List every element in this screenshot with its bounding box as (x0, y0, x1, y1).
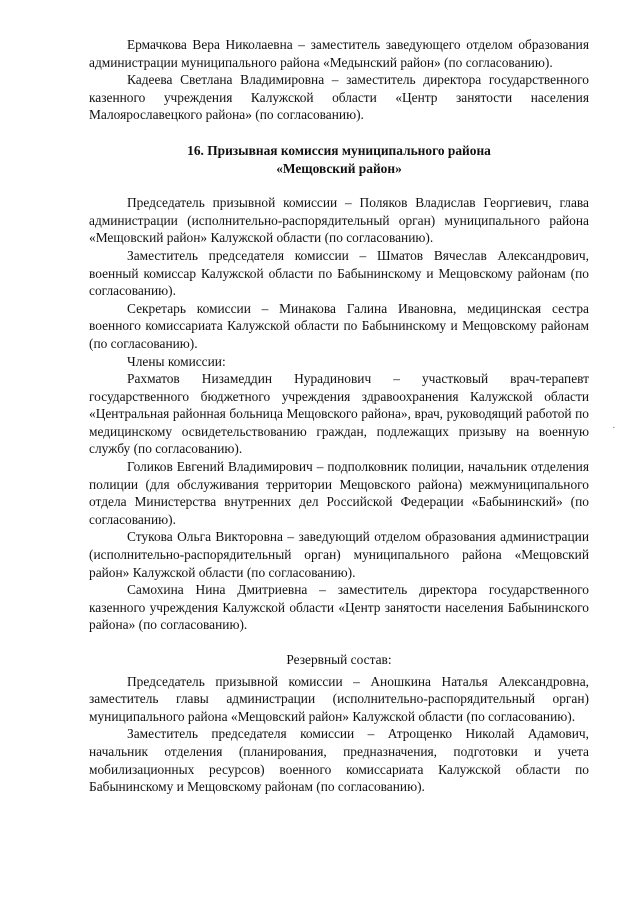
member-paragraph-yermachkova: Ермачкова Вера Николаевна – заместитель заведующего отделом образования администрации муниципального района «Медынский район» (по согласованию). (89, 37, 589, 70)
document-page (89, 36, 589, 796)
secretary-paragraph: Секретарь комиссии – Минакова Галина Ивановна, медицинская сестра военного комиссариата Калужской области по Бабынинскому и Мещовскому районам (по согласованию). (89, 300, 589, 351)
member-paragraph-kadeeva: Кадеева Светлана Владимировна – заместитель директора государственного казенного учреждения Калужской области «Центр занятости населения Малоярославецкого района» (по согласованию). (89, 72, 589, 123)
section-title-line-1: 16. Призывная комиссия муниципального района (187, 142, 491, 158)
spacer (89, 177, 589, 194)
member-paragraph-rakhmatov: Рахматов Низамеддин Нурадинович – участковый врач-терапевт государственного бюджетного учреждения здравоохранения Калужской области «Центральная районная больница Мещовского района», врач, руководящий работой по медицинскому освидетельствованию граждан, подлежащих призыву на военную службу (по согласованию). (89, 371, 589, 457)
reserve-deputy-paragraph: Заместитель председателя комиссии – Атрощенко Николай Адамович, начальник отделения (планирования, предназначения, подготовки и учета мобилизационных ресурсов) военного комиссариата Калужской области по Бабынинскому и Мещовскому районам (по согласованию). (89, 726, 589, 795)
reserve-label: Резервный состав: (286, 652, 392, 667)
section-title-line-2: «Мещовский район» (276, 160, 402, 176)
deputy-chairman-paragraph: Заместитель председателя комиссии – Шматов Вячеслав Александрович, военный комиссар Калужской области по Бабынинскому и Мещовскому районам (по согласованию). (89, 247, 589, 299)
spacer (89, 124, 589, 142)
margin-mark: · (612, 422, 616, 434)
member-paragraph-samokhina: Самохина Нина Дмитриевна – заместитель директора государственного казенного учреждения Калужской области «Центр занятости населения Бабынинского района» (по согласованию). (89, 582, 589, 633)
members-label: Члены комиссии: (127, 353, 226, 369)
spacer (89, 634, 589, 651)
chairman-paragraph: Председатель призывной комиссии – Поляков Владислав Георгиевич, глава администрации (исполнительно-распорядительный орган) муниципального района «Мещовский район» Калужской области (по согласованию). (89, 195, 589, 246)
member-paragraph-stukova: Стукова Ольга Викторовна – заведующий отделом образования администрации (исполнительно-распорядительный орган) муниципального района «Мещовский район» Калужской области (по согласованию). (89, 529, 589, 580)
reserve-chairman-paragraph: Председатель призывной комиссии – Аношкина Наталья Александровна, заместитель главы администрации (исполнительно-распорядительный орган) муниципального района «Мещовский район» Калужской области (по согласованию). (89, 673, 589, 724)
member-paragraph-golikov: Голиков Евгений Владимирович – подполковник полиции, начальник отделения полиции (для обслуживания территории Мещовского района) межмуниципального отдела Министерства внутренних дел Российской Федерации «Бабынинский» (по согласованию). (89, 459, 589, 527)
